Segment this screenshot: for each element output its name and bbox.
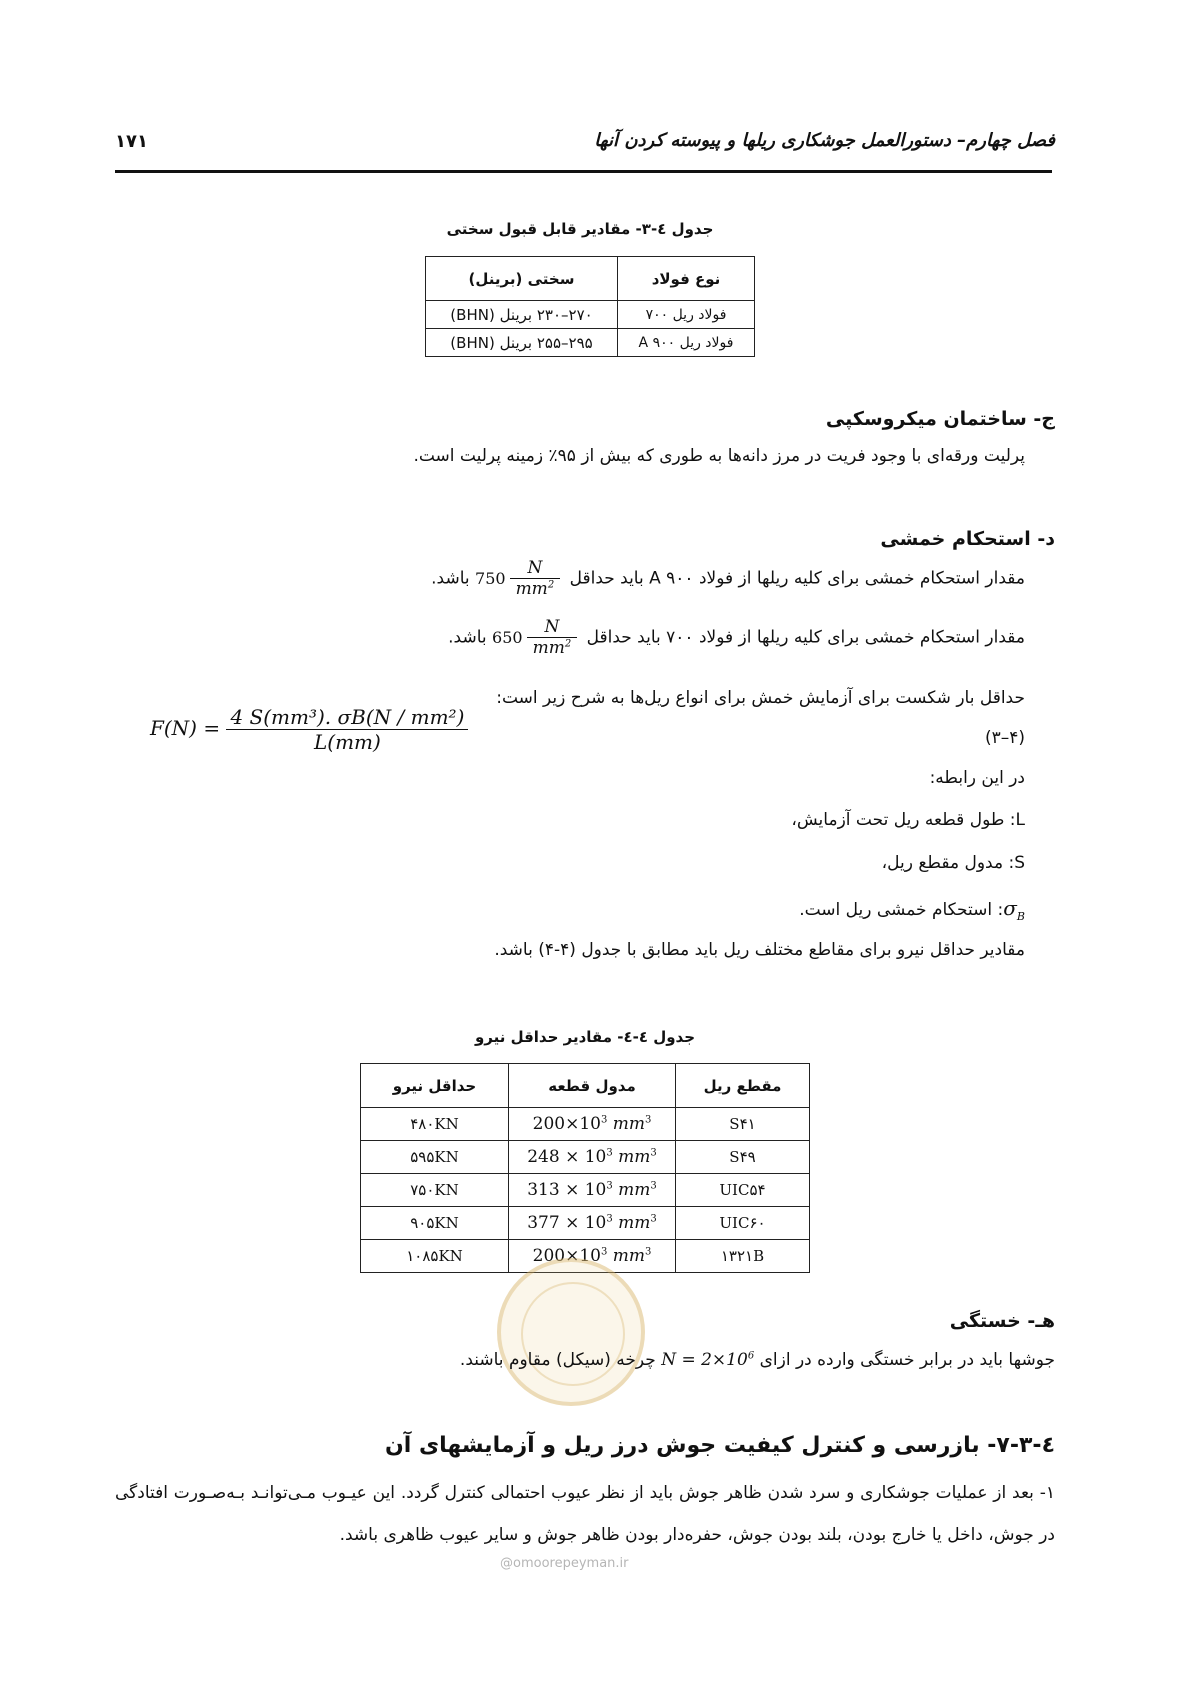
table4-section: UIC۵۴ <box>676 1174 810 1207</box>
equation-number: (۴–۳) <box>984 728 1025 748</box>
break-load-formula <box>150 705 468 754</box>
modulus-unit-exp: 3 <box>650 1147 657 1159</box>
modulus-unit-exp: 3 <box>650 1180 657 1192</box>
formula-fraction <box>226 705 468 754</box>
unit-fraction <box>510 558 561 599</box>
unit-denominator: mm <box>515 579 548 599</box>
table3-cell: فولاد ریل ۷۰۰ <box>618 301 755 329</box>
modulus-unit: mm <box>618 1213 651 1233</box>
bending-strength-700 <box>448 617 1025 658</box>
running-title: فصل چهارم– دستورالعمل جوشکاری ریلها و پیوسته کردن آنها <box>594 130 1055 151</box>
def-S: S: مدول مقطع ریل، <box>881 853 1025 873</box>
where-text: در این رابطه: <box>929 768 1025 788</box>
table-row <box>361 1141 810 1174</box>
table-row <box>426 329 755 357</box>
table-row <box>361 1174 810 1207</box>
cycles-exponent: 6 <box>747 1350 755 1362</box>
min-break-load-text: حداقل بار شکست برای آزمایش خمش برای انواع ریل‌ها به شرح زیر است: <box>496 688 1025 708</box>
section-e-heading: هـ- خستگی <box>949 1310 1055 1332</box>
modulus-exp: 3 <box>606 1213 613 1225</box>
modulus-unit: mm <box>612 1246 645 1266</box>
line2-value-group <box>492 617 581 658</box>
modulus-exp: 3 <box>606 1180 613 1192</box>
table4-force: ۴۸۰KN <box>361 1108 509 1141</box>
unit-fraction <box>527 617 578 658</box>
table3-caption: جدول ٤-۳- مقادیر قابل قبول سختی <box>446 220 714 238</box>
modulus-coef: 377 × 10 <box>527 1213 607 1233</box>
watermark-text: @omoorepeyman.ir <box>500 1556 629 1571</box>
modulus-coef: 313 × 10 <box>527 1180 607 1200</box>
table4-section: UIC۶۰ <box>676 1207 810 1240</box>
table4-section: ۱۳۲۱B <box>676 1240 810 1273</box>
table3-header-steel: نوع فولاد <box>618 257 755 301</box>
sigma-symbol <box>1003 896 1025 923</box>
modulus-unit-exp: 3 <box>650 1213 657 1225</box>
hardness-table <box>425 256 755 357</box>
unit-numerator: N <box>527 617 578 638</box>
modulus-unit: mm <box>618 1147 651 1167</box>
table4-header-section: مقطع ریل <box>676 1064 810 1108</box>
table4-force: ۷۵۰KN <box>361 1174 509 1207</box>
cycles-base: N = 2×10 <box>661 1350 748 1370</box>
sigma-subscript: B <box>1016 910 1025 923</box>
table4-section: S۴۱ <box>676 1108 810 1141</box>
table3-cell: ۲۹۵–۲۵۵ برینل (BHN) <box>426 329 618 357</box>
line1-before: مقدار استحکام خمشی برای کلیه ریلها از فولاد A ۹۰۰ باید حداقل <box>569 568 1025 589</box>
table4-modulus <box>509 1141 676 1174</box>
table4-header-force: حداقل نیرو <box>361 1064 509 1108</box>
header-rule <box>115 170 1052 173</box>
modulus-unit-exp: 3 <box>644 1114 652 1126</box>
unit-exponent: 2 <box>547 579 555 591</box>
unit-numerator: N <box>510 558 561 579</box>
table4-modulus <box>509 1207 676 1240</box>
line2-value: 650 <box>492 628 523 647</box>
table3-cell: ۲۷۰–۲۳۰ برینل (BHN) <box>426 301 618 329</box>
line1-after: باشد. <box>431 568 470 589</box>
line2-before: مقدار استحکام خمشی برای کلیه ریلها از فولاد ۷۰۰ باید حداقل <box>586 627 1025 648</box>
table4-header-modulus: مدول قطعه <box>509 1064 676 1108</box>
modulus-exp: 3 <box>600 1114 608 1126</box>
formula-numerator: 4 S(mm³). σB(N / mm²) <box>226 705 468 730</box>
modulus-coef: 200×10 <box>532 1114 601 1134</box>
table-row <box>361 1108 810 1141</box>
sigma-letter: σ <box>1003 896 1017 920</box>
table4-force: ۱۰۸۵KN <box>361 1240 509 1273</box>
modulus-exp: 3 <box>606 1147 613 1159</box>
section-d-heading: د- استحکام خمشی <box>880 528 1055 550</box>
min-force-table <box>360 1063 810 1273</box>
section-4-7-3-heading: ٤-۷-۳- بازرسی و کنترل کیفیت جوش درز ریل و آزمایشهای آن <box>385 1433 1055 1458</box>
watermark-seal <box>497 1258 645 1406</box>
table4-force: ۹۰۵KN <box>361 1207 509 1240</box>
formula-denominator: L(mm) <box>314 730 381 754</box>
section-e-text <box>460 1350 1055 1370</box>
def-sigma-text: : استحکام خمشی ریل است. <box>799 900 1004 920</box>
line2-after: باشد. <box>448 627 487 648</box>
modulus-exp: 3 <box>600 1246 608 1258</box>
modulus-coef: 248 × 10 <box>527 1147 607 1167</box>
fatigue-after: چرخه (سیکل) مقاوم باشند. <box>459 1350 656 1370</box>
table4-force: ۵۹۵KN <box>361 1141 509 1174</box>
section-c-heading: ج- ساختمان میکروسکپی <box>825 408 1055 430</box>
page-number: ۱۷۱ <box>115 131 148 152</box>
line1-value: 750 <box>475 569 506 588</box>
unit-denominator: mm <box>532 638 565 658</box>
line1-value-group <box>475 558 564 599</box>
table4-section: S۴۹ <box>676 1141 810 1174</box>
table3-cell: فولاد ریل A ۹۰۰ <box>618 329 755 357</box>
modulus-unit: mm <box>618 1180 651 1200</box>
fatigue-before: جوشها باید در برابر خستگی وارده در ازای <box>759 1350 1055 1370</box>
table-row <box>361 1207 810 1240</box>
table4-modulus <box>509 1174 676 1207</box>
table4-caption: جدول ٤-٤- مقادیر حداقل نیرو <box>474 1028 696 1046</box>
modulus-coef: 200×10 <box>532 1246 601 1266</box>
formula-lhs: F(N) = <box>150 716 221 740</box>
def-sigma <box>799 896 1025 923</box>
section-4-7-3-paragraph: ۱- بعد از عملیات جوشکاری و سرد شدن ظاهر جوش باید از نظر عیوب احتمالی کنترل گردد. این عیـوب مـی‌توانـد بـه‌صـورت افتادگی در جوش، داخل یا خارج بودن، بلند بودن جوش، حفره‌دار بودن ظاهر جوش و سایر عیوب ظاهری باشد. <box>115 1483 1055 1545</box>
table3-header-hardness: سختی (برینل) <box>426 257 618 301</box>
bending-strength-900a <box>431 558 1025 599</box>
modulus-unit-exp: 3 <box>644 1246 652 1258</box>
modulus-unit: mm <box>612 1114 645 1134</box>
unit-exponent: 2 <box>564 638 572 650</box>
table-row <box>426 301 755 329</box>
def-L: L: طول قطعه ریل تحت آزمایش، <box>791 810 1025 830</box>
section-c-text: پرلیت ورقه‌ای با وجود فریت در مرز دانه‌ها به طوری که بیش از ۹۵٪ زمینه پرلیت است. <box>413 446 1025 466</box>
section-d-closing: مقادیر حداقل نیرو برای مقاطع مختلف ریل باید مطابق با جدول (۴-۴) باشد. <box>494 940 1025 960</box>
cycles-value <box>661 1350 754 1370</box>
table4-modulus <box>509 1108 676 1141</box>
